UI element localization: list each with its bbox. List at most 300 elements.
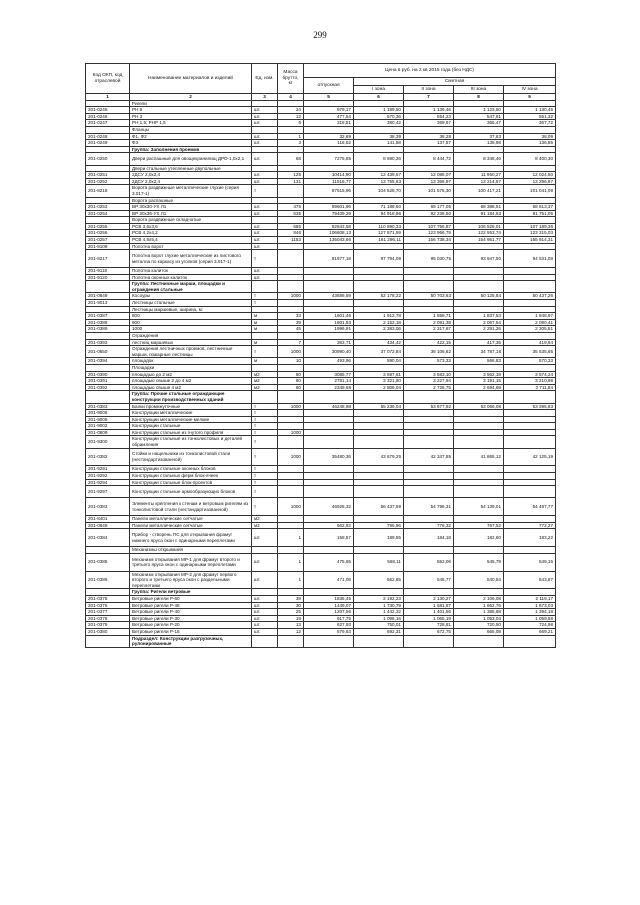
price-zone-4 [504,547,556,554]
item-unit: т [252,403,278,410]
item-code [86,197,130,204]
table-row [86,436,556,448]
price-zone-3: 665,08 [454,628,504,635]
item-unit: шт. [252,602,278,609]
item-name: Группа: Ригели ветровые [130,589,252,596]
item-unit: шт. [252,223,278,230]
price-zone-2: 137,57 [404,140,454,147]
price-zone-2: 672,75 [404,628,454,635]
release-price: 493,96 [304,358,354,365]
price-zone-1 [354,126,404,133]
item-code: 201-0256 [86,230,130,237]
item-code [86,281,130,293]
price-zone-4: 50 437,26 [504,293,556,300]
price-zone-1: 56 437,59 [354,498,404,516]
price-zone-2: 2 317,67 [404,326,454,333]
price-zone-1: 13 755,63 [354,178,404,185]
table-row [86,313,556,320]
release-price: 917,75 [304,615,354,622]
item-unit: т [252,479,278,486]
item-unit: шт. [252,628,278,635]
item-code: 201-9120 [86,274,130,281]
item-mass [278,100,304,107]
price-zone-3 [454,197,504,204]
price-zone-4 [504,466,556,473]
price-zone-3: 106 528,01 [454,223,504,230]
item-name: Полотна калиток [130,268,252,275]
price-zone-4: 13 296,67 [504,178,556,185]
item-name: Механизмы открывания [130,547,252,554]
item-mass: 60 [278,378,304,385]
section-row [86,165,556,172]
item-mass [278,473,304,480]
item-unit [252,146,278,153]
table-row [86,133,556,140]
release-price [304,306,354,313]
item-mass: 7 [278,339,304,346]
price-zone-2 [404,217,454,224]
item-name: Механизм открывания МР-2 для фрамуг первого второго и третьего яруса окон с раздельными переплетами [130,571,252,589]
price-zone-1: 1 189,50 [354,107,404,114]
release-price: 2349,68 [304,384,354,391]
item-unit: м2 [252,378,278,385]
price-zone-2 [404,589,454,596]
item-name: Элементы крепления к стенам и ветровым ригелям из тонколистовой стали (нестандартизованной) [130,498,252,516]
price-zone-3: 182,60 [454,529,504,547]
price-zone-2: 552,06 [404,553,454,571]
price-zone-4: 155 914,31 [504,237,556,244]
price-zone-4 [504,100,556,107]
item-unit: м2 [252,371,278,378]
price-zone-2: 123 966,79 [404,230,454,237]
release-price: 979,17 [304,107,354,114]
price-zone-3 [454,429,504,436]
item-mass: 1000 [278,403,304,410]
release-price: 59601,96 [304,204,354,211]
item-name: Ветровые ригели Р-40 [130,609,252,616]
price-zone-1: 55 239,04 [354,403,404,410]
price-zone-1: 1 912,78 [354,313,404,320]
price-zone-2: 69 177,05 [404,204,454,211]
release-price [304,197,354,204]
price-zone-3: 3 191,15 [454,378,504,385]
price-zone-4: 123 315,03 [504,230,556,237]
price-zone-3: 1 662,76 [454,602,504,609]
price-zone-1 [354,274,404,281]
price-zone-4: 3 210,98 [504,378,556,385]
table-row [86,609,556,616]
price-zone-1: 750,01 [354,622,404,629]
price-zone-3: 1 837,53 [454,313,504,320]
header-zone-4: IV зона [504,86,556,94]
price-zone-4 [504,274,556,281]
price-zone-3 [454,635,504,647]
price-zone-4: 38,09 [504,133,556,140]
price-zone-2: 8 444,72 [404,153,454,165]
item-mass: 1000 [278,293,304,300]
table-row [86,378,556,385]
price-zone-3: 2 067,54 [454,319,504,326]
item-mass [278,300,304,307]
price-zone-2: 1 858,71 [404,313,454,320]
release-price [304,466,354,473]
item-code: 201-9294 [86,479,130,486]
price-zone-1 [354,217,404,224]
item-mass: 585 [278,223,304,230]
price-zone-1 [354,364,404,371]
item-unit: шт. [252,113,278,120]
release-price: 579,63 [304,628,354,635]
item-unit [252,126,278,133]
price-zone-4: 551,32 [504,113,556,120]
release-price: 106608,13 [304,230,354,237]
release-price: 46248,98 [304,403,354,410]
item-unit [252,547,278,554]
item-code: 201-0849 [86,522,130,529]
price-zone-1: 795,96 [354,522,404,529]
price-zone-4: 1 848,97 [504,313,556,320]
item-mass [278,516,304,523]
item-unit [252,391,278,403]
item-unit: м [252,326,278,333]
price-zone-3: 68 388,51 [454,204,504,211]
item-code [86,100,130,107]
item-unit: т [252,410,278,417]
price-zone-4: 2 305,51 [504,326,556,333]
item-mass: 125 [278,172,304,179]
price-zone-2: 369,67 [404,120,454,127]
price-zone-4: 2 080,41 [504,319,556,326]
item-mass [278,479,304,486]
price-zone-3: 91 184,63 [454,210,504,217]
table-row [86,268,556,275]
item-mass: 1000 [278,448,304,466]
item-code: 201-0375 [86,596,130,603]
release-price [304,429,354,436]
release-price [304,281,354,293]
item-unit: т [252,346,278,358]
table-row [86,274,556,281]
price-zone-2: 36 106,82 [404,346,454,358]
price-zone-4: 669,21 [504,628,556,635]
item-code: 201-0247 [86,120,130,127]
section-row [86,306,556,313]
price-zone-1: 380,42 [354,120,404,127]
price-zone-3 [454,547,504,554]
price-zone-4 [504,429,556,436]
item-code: 201-0257 [86,237,130,244]
price-zone-1: 2 806,04 [354,384,404,391]
item-mass: 68 [278,153,304,165]
table-row [86,113,556,120]
price-zone-4: 1 673,03 [504,602,556,609]
item-mass: 1000 [278,498,304,516]
item-code: 201-0249 [86,140,130,147]
price-zone-2: 12 088,07 [404,172,454,179]
price-zone-1: 1 096,16 [354,615,404,622]
price-zone-1 [354,416,404,423]
price-zone-3: 100 417,21 [454,185,504,197]
price-zone-4 [504,146,556,153]
item-code [86,589,130,596]
release-price: 116,52 [304,140,354,147]
item-name: Ригели [130,100,252,107]
price-zone-4 [504,516,556,523]
item-unit [252,165,278,172]
price-zone-3: 2 694,69 [454,384,504,391]
section-row [86,100,556,107]
release-price [304,589,354,596]
column-index: 9 [504,94,556,101]
price-zone-1: 8 690,26 [354,153,404,165]
item-name: Группа: Заполнения проемов [130,146,252,153]
item-mass: 33 [278,313,304,320]
item-unit: шт. [252,243,278,250]
item-code: 201-0382 [86,448,130,466]
price-zone-2 [404,306,454,313]
price-zone-4 [504,635,556,647]
item-unit: шт. [252,107,278,114]
price-zone-4: 12 024,50 [504,172,556,179]
item-code: 201-9292 [86,473,130,480]
release-price [304,100,354,107]
price-zone-1 [354,516,404,523]
item-mass [278,217,304,224]
item-unit [252,635,278,647]
item-unit: т [252,473,278,480]
item-mass [278,197,304,204]
section-row [86,364,556,371]
table-row [86,448,556,466]
item-unit: м [252,313,278,320]
item-unit: т [252,466,278,473]
item-mass: 6 [278,120,304,127]
price-zone-4 [504,332,556,339]
price-zone-4: 1 059,58 [504,615,556,622]
release-price: 1449,07 [304,602,354,609]
price-zone-3: 1 053,04 [454,615,504,622]
price-zone-1 [354,165,404,172]
release-price [304,268,354,275]
price-zone-2: 107 756,87 [404,223,454,230]
price-zone-1 [354,100,404,107]
item-unit: м [252,319,278,326]
item-name: Группа: Лестничные марши, площадки и ограждения стальные [130,281,252,293]
price-zone-2: 776,32 [404,522,454,529]
release-price: 627,93 [304,622,354,629]
item-mass: 3 [278,140,304,147]
item-unit: м2 [252,384,278,391]
table-row [86,371,556,378]
price-zone-2 [404,300,454,307]
item-mass [278,522,304,529]
header-estimated-price: Сметная [354,78,556,86]
item-name: ВР 30х36-УХ Л1 [130,210,252,217]
price-zone-4 [504,243,556,250]
price-zone-1: 3 697,61 [354,371,404,378]
item-unit: т [252,448,278,466]
table-row [86,498,556,516]
price-zone-4: 35 535,65 [504,346,556,358]
item-unit: шт. [252,571,278,589]
item-code: 201-9291 [86,466,130,473]
price-zone-3: 37,83 [454,133,504,140]
price-zone-2: 2 726,75 [404,384,454,391]
item-code [86,364,130,371]
header-code: Код ОКП, код отраслевой [86,64,130,94]
price-zone-2: 546,77 [404,571,454,589]
price-zone-4 [504,281,556,293]
price-zone-2 [404,635,454,647]
item-code [86,165,130,172]
item-mass: 60 [278,371,304,378]
price-zone-2: 1 681,87 [404,602,454,609]
price-zone-1: 94 918,96 [354,210,404,217]
item-unit: шт. [252,172,278,179]
item-name: лестниц маршевых [130,339,252,346]
price-zone-1: 38,39 [354,133,404,140]
price-zone-1: 110 890,33 [354,223,404,230]
price-zone-4: 1 130,45 [504,107,556,114]
price-zone-3: 1 123,50 [454,107,504,114]
item-name: Конструкции металлические мелкие [130,416,252,423]
price-table-container [85,63,555,648]
price-zone-2: 38,28 [404,133,454,140]
item-mass: 60 [278,384,304,391]
price-zone-4 [504,416,556,423]
release-price [304,126,354,133]
price-zone-3 [454,410,504,417]
item-name: 2ДСУ 2,0х2,4 [130,178,252,185]
price-zone-3: 767,52 [454,522,504,529]
item-name: РН 6 [130,107,252,114]
release-price [304,516,354,523]
item-unit: шт. [252,230,278,237]
item-unit: т [252,423,278,430]
item-name: Двери распашные для овощехранилищ ДРО-1,0х2,1 [130,153,252,165]
item-mass [278,146,304,153]
price-zone-1 [354,391,404,403]
section-row [86,332,556,339]
item-code: 201-0379 [86,622,130,629]
price-table [85,63,556,648]
item-code: 201-0250 [86,153,130,165]
price-zone-4 [504,300,556,307]
item-code [86,126,130,133]
price-zone-2: 3 583,10 [404,371,454,378]
item-mass [278,243,304,250]
item-mass [278,250,304,268]
item-code: 201-0391 [86,378,130,385]
price-zone-2: 728,81 [404,622,454,629]
item-unit: шт. [252,615,278,622]
price-zone-1 [354,473,404,480]
item-code: 201-0376 [86,602,130,609]
table-row [86,410,556,417]
price-zone-4 [504,306,556,313]
price-zone-4: 101 041,09 [504,185,556,197]
item-name: Косоуры [130,293,252,300]
item-code: 201-8217 [86,250,130,268]
item-code: 201-0394 [86,358,130,365]
item-unit: м [252,339,278,346]
item-name: Ф3 [130,140,252,147]
price-zone-3: 1 385,68 [454,609,504,616]
item-unit: шт. [252,268,278,275]
item-code: 201-0383 [86,403,130,410]
section-row [86,547,556,554]
release-price: 10414,90 [304,172,354,179]
price-zone-3: 54 139,01 [454,498,504,516]
price-zone-2 [404,473,454,480]
price-zone-4: 2 711,84 [504,384,556,391]
item-unit: м2 [252,516,278,523]
price-zone-3 [454,516,504,523]
item-mass [278,416,304,423]
price-zone-4: 724,98 [504,622,556,629]
price-zone-3: 34 787,18 [454,346,504,358]
release-price: 1996,91 [304,326,354,333]
item-name: Панели металлические сетчатые [130,522,252,529]
item-mass [278,466,304,473]
price-zone-3 [454,274,504,281]
item-unit: шт. [252,153,278,165]
price-zone-1: 590,04 [354,358,404,365]
item-code: 201-0248 [86,133,130,140]
item-code: 201-0393 [86,339,130,346]
item-mass: 1 [278,133,304,140]
item-unit: шт. [252,274,278,281]
price-zone-1: 52 178,22 [354,293,404,300]
item-unit [252,100,278,107]
item-mass [278,635,304,647]
table-row [86,479,556,486]
item-name: Лестницы стальные [130,300,252,307]
item-mass: 24 [278,107,304,114]
item-mass: 12 [278,628,304,635]
item-mass: 30 [278,602,304,609]
item-code [86,332,130,339]
item-code: 201-0386 [86,571,130,589]
table-row [86,384,556,391]
table-row [86,602,556,609]
release-price: 81677,18 [304,250,354,268]
item-unit: т [252,436,278,448]
release-price [304,146,354,153]
section-row [86,281,556,293]
item-mass [278,268,304,275]
release-price [304,217,354,224]
price-zone-3 [454,165,504,172]
release-price [304,479,354,486]
section-row [86,126,556,133]
header-release-price: отпускная [304,78,354,94]
item-unit [252,217,278,224]
table-row [86,243,556,250]
item-code [86,635,130,647]
item-unit: т [252,250,278,268]
price-zone-3: 547,61 [454,113,504,120]
price-zone-3: 2 106,08 [454,596,504,603]
release-price [304,165,354,172]
item-name: Конструкции стальные армообразующих блоков [130,486,252,498]
release-price: 363,71 [304,339,354,346]
table-row [86,596,556,603]
item-code [86,547,130,554]
item-code: 201-8401 [86,516,130,523]
item-unit: шт. [252,609,278,616]
release-price: 2781,14 [304,378,354,385]
